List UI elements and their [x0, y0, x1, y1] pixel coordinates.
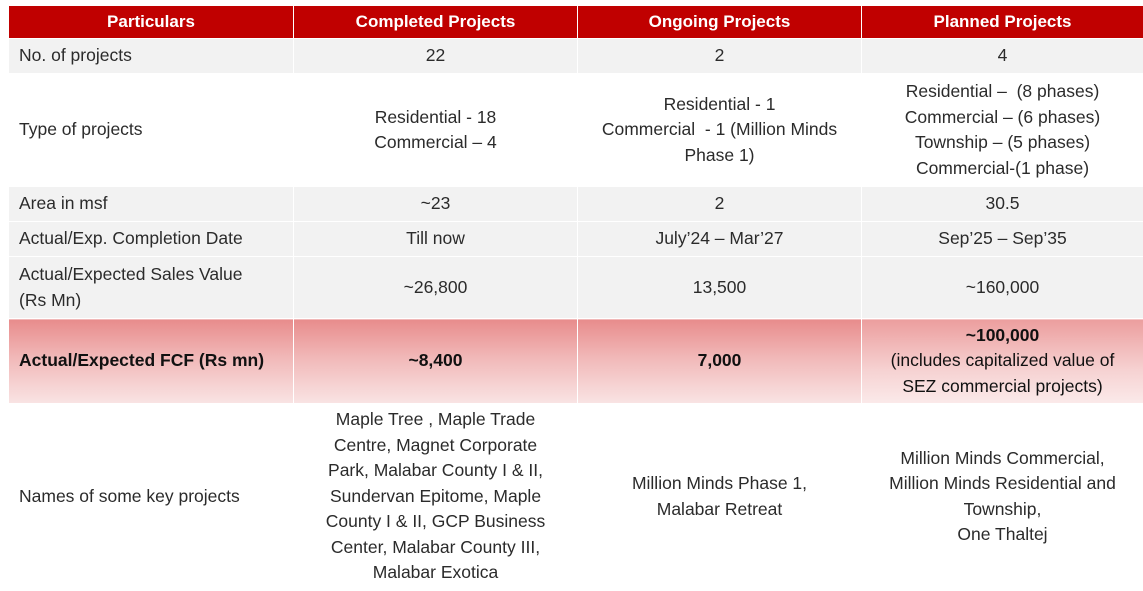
text-line: Township,: [963, 498, 1042, 519]
header-planned-projects: Planned Projects: [862, 6, 1143, 39]
text-line: County I & II, GCP Business: [325, 511, 546, 532]
text-line: Million Minds Phase 1,: [631, 473, 808, 493]
row-label: Actual/Exp. Completion Date: [9, 222, 294, 257]
header-ongoing-projects: Ongoing Projects: [578, 6, 862, 39]
cell-ongoing: [578, 404, 862, 590]
text-line: Residential - 1: [663, 93, 776, 114]
row-label: Area in msf: [9, 187, 294, 222]
cell-completed: [294, 74, 578, 187]
row-type-of-projects: [9, 74, 1143, 187]
text-line: Township – (5 phases): [914, 132, 1091, 152]
fcf-planned-note-line: (includes capitalized value of: [890, 350, 1115, 371]
text-line: Centre, Magnet Corporate: [333, 434, 538, 455]
row-label: Type of projects: [9, 74, 294, 187]
cell-completed: ~26,800: [294, 257, 578, 319]
text-line: Million Minds Commercial,: [900, 447, 1105, 468]
row-label: Actual/Expected FCF (Rs mn): [9, 319, 294, 404]
cell-completed: Till now: [294, 222, 578, 257]
text-line: Commercial – (6 phases): [904, 106, 1101, 127]
text-line: Actual/Expected Sales Value: [19, 264, 243, 284]
row-area: [9, 187, 1143, 222]
text-line: (Rs Mn): [19, 289, 82, 310]
text-line: Maple Tree , Maple Trade: [335, 409, 536, 430]
text-line: Million Minds Residential and: [889, 473, 1116, 493]
text-line: Center, Malabar County III,: [330, 536, 541, 557]
header-particulars: Particulars: [9, 6, 294, 39]
text-line: Commercial – 4: [374, 132, 497, 152]
cell-planned: Sep’25 – Sep’35: [862, 222, 1143, 257]
cell-completed: [294, 404, 578, 590]
text-line: Residential - 18: [374, 106, 497, 127]
text-line: Commercial - 1 (Million Minds: [601, 119, 838, 140]
cell-planned: [862, 319, 1143, 404]
row-label: [9, 257, 294, 319]
projects-table: [8, 5, 1143, 590]
text-line: Malabar Retreat: [656, 498, 783, 519]
cell-completed: ~8,400: [294, 319, 578, 404]
header-row: [9, 6, 1143, 39]
cell-ongoing: July’24 – Mar’27: [578, 222, 862, 257]
cell-planned: [862, 74, 1143, 187]
text-line: One Thaltej: [957, 524, 1048, 544]
cell-ongoing: 13,500: [578, 257, 862, 319]
text-line: Malabar Exotica: [372, 562, 499, 583]
text-line: Residential – (8 phases): [905, 81, 1100, 101]
text-line: Phase 1): [684, 144, 755, 165]
cell-ongoing: [578, 74, 862, 187]
row-sales-value: [9, 257, 1143, 319]
cell-planned: ~160,000: [862, 257, 1143, 319]
row-key-projects: [9, 404, 1143, 590]
row-label: Names of some key projects: [9, 404, 294, 590]
cell-planned: 30.5: [862, 187, 1143, 222]
row-fcf: [9, 319, 1143, 404]
header-completed-projects: Completed Projects: [294, 6, 578, 39]
text-line: Commercial-(1 phase): [915, 157, 1090, 178]
cell-ongoing: 7,000: [578, 319, 862, 404]
cell-planned: [862, 404, 1143, 590]
text-line: Sundervan Epitome, Maple: [329, 485, 542, 506]
cell-completed: 22: [294, 39, 578, 74]
cell-planned: 4: [862, 39, 1143, 74]
row-label: No. of projects: [9, 39, 294, 74]
cell-ongoing: 2: [578, 39, 862, 74]
fcf-planned-value: ~100,000: [965, 324, 1040, 345]
fcf-planned-note-line: SEZ commercial projects): [902, 375, 1103, 396]
row-number-of-projects: [9, 39, 1143, 74]
text-line: Park, Malabar County I & II,: [328, 460, 543, 481]
cell-completed: ~23: [294, 187, 578, 222]
row-completion-date: [9, 222, 1143, 257]
cell-ongoing: 2: [578, 187, 862, 222]
